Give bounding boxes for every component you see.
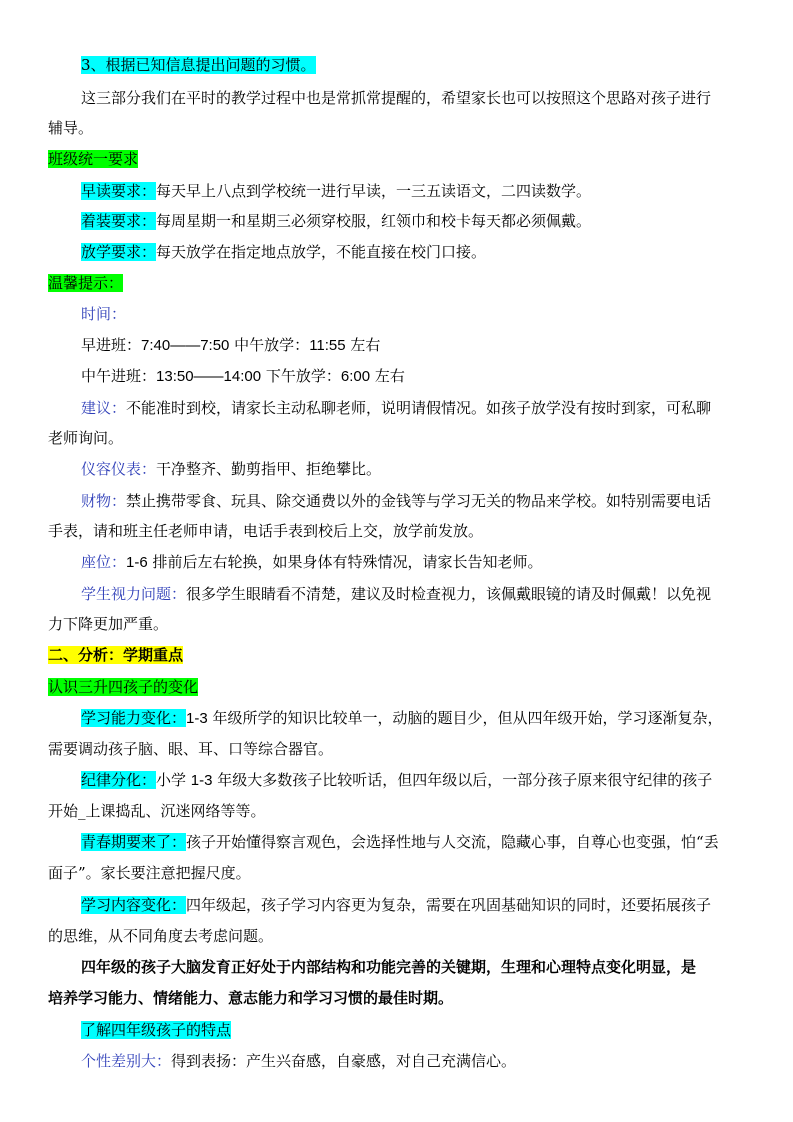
- time-label: 时间：: [81, 305, 127, 323]
- discipline-line-2: 开始_上课捣乱、沉迷网络等等。: [48, 802, 266, 820]
- item-3: 3、根据已知信息提出问题的习惯。: [81, 56, 316, 74]
- content-line-1: 学习内容变化：四年级起，孩子学习内容更为复杂，需要在巩固基础知识的同时，还要拓展孩子: [81, 896, 712, 914]
- content-line-2: 的思维，从不同角度去考虑问题。: [48, 927, 274, 945]
- property-line-1: 财物：禁止携带零食、玩具、除交通费以外的金钱等与学习无关的物品来学校。如特别需要电话: [81, 492, 712, 510]
- property-line-2: 手表，请和班主任老师申请，电话手表到校后上交，放学前发放。: [48, 522, 484, 540]
- vision-line-1: 学生视力问题：很多学生眼睛看不清楚，建议及时检查视力，该佩戴眼镜的请及时佩戴！以免视: [81, 585, 712, 603]
- understand-heading: 了解四年级孩子的特点: [81, 1021, 232, 1039]
- vision-line-2: 力下降更加严重。: [48, 615, 169, 633]
- requirement-item: 早读要求：每天早上八点到学校统一进行早读，一三五读语文，二四读数学。: [81, 182, 592, 200]
- class-requirements-heading: 班级统一要求: [48, 150, 139, 168]
- morning-schedule: 早进班：7:40——7:50 中午放学：11:55 左右: [81, 336, 381, 354]
- key-period-line-2: 培养学习能力、情绪能力、意志能力和学习习惯的最佳时期。: [48, 989, 454, 1007]
- advice-line-1: 建议：不能准时到校，请家长主动私聊老师，说明请假情况。如孩子放学没有按时到家，可私聊: [81, 399, 712, 417]
- ability-line-2: 需要调动孩子脑、眼、耳、口等综合器官。: [48, 740, 334, 758]
- appearance-line: 仪容仪表：干净整齐、勤剪指甲、拒绝攀比。: [81, 460, 382, 478]
- tips-heading: 温馨提示：: [48, 274, 124, 292]
- requirement-label: 放学要求：: [81, 243, 157, 261]
- ability-line-1: 学习能力变化：1-3 年级所学的知识比较单一，动脑的题目少，但从四年级开始，学习逐渐复杂，: [81, 709, 723, 727]
- requirement-item: 着装要求：每周星期一和星期三必须穿校服，红领巾和校卡每天都必须佩戴。: [81, 212, 592, 230]
- individuality-line: 个性差别大：得到表扬：产生兴奋感，自豪感，对自己充满信心。: [81, 1052, 517, 1070]
- advice-line-2: 老师询问。: [48, 429, 124, 447]
- intro-paragraph-line-1: 这三部分我们在平时的教学过程中也是常抓常提醒的，希望家长也可以按照这个思路对孩子进行: [81, 89, 712, 107]
- requirement-item: 放学要求：每天放学在指定地点放学，不能直接在校门口接。: [81, 243, 487, 261]
- puberty-line-1: 青春期要来了：孩子开始懂得察言观色，会选择性地与人交流，隐藏心事，自尊心也变强，怕“丢: [81, 833, 719, 851]
- key-period-line-1: 四年级的孩子大脑发育正好处于内部结构和功能完善的关键期，生理和心理特点变化明显，是: [81, 958, 697, 976]
- intro-paragraph-line-2: 辅导。: [48, 119, 94, 137]
- noon-schedule: 中午进班：13:50——14:00 下午放学：6:00 左右: [81, 367, 405, 385]
- requirement-label: 着装要求：: [81, 212, 157, 230]
- discipline-line-1: 纪律分化：小学 1-3 年级大多数孩子比较听话，但四年级以后，一部分孩子原来很守纪律的孩子: [81, 771, 713, 789]
- section-2-heading: 二、分析：学期重点: [48, 646, 184, 664]
- seat-line: 座位：1-6 排前后左右轮换，如果身体有特殊情况，请家长告知老师。: [81, 553, 543, 571]
- requirement-label: 早读要求：: [81, 182, 157, 200]
- section-2-subheading: 认识三升四孩子的变化: [48, 678, 199, 696]
- puberty-line-2: 面子”。家长要注意把握尺度。: [48, 864, 251, 882]
